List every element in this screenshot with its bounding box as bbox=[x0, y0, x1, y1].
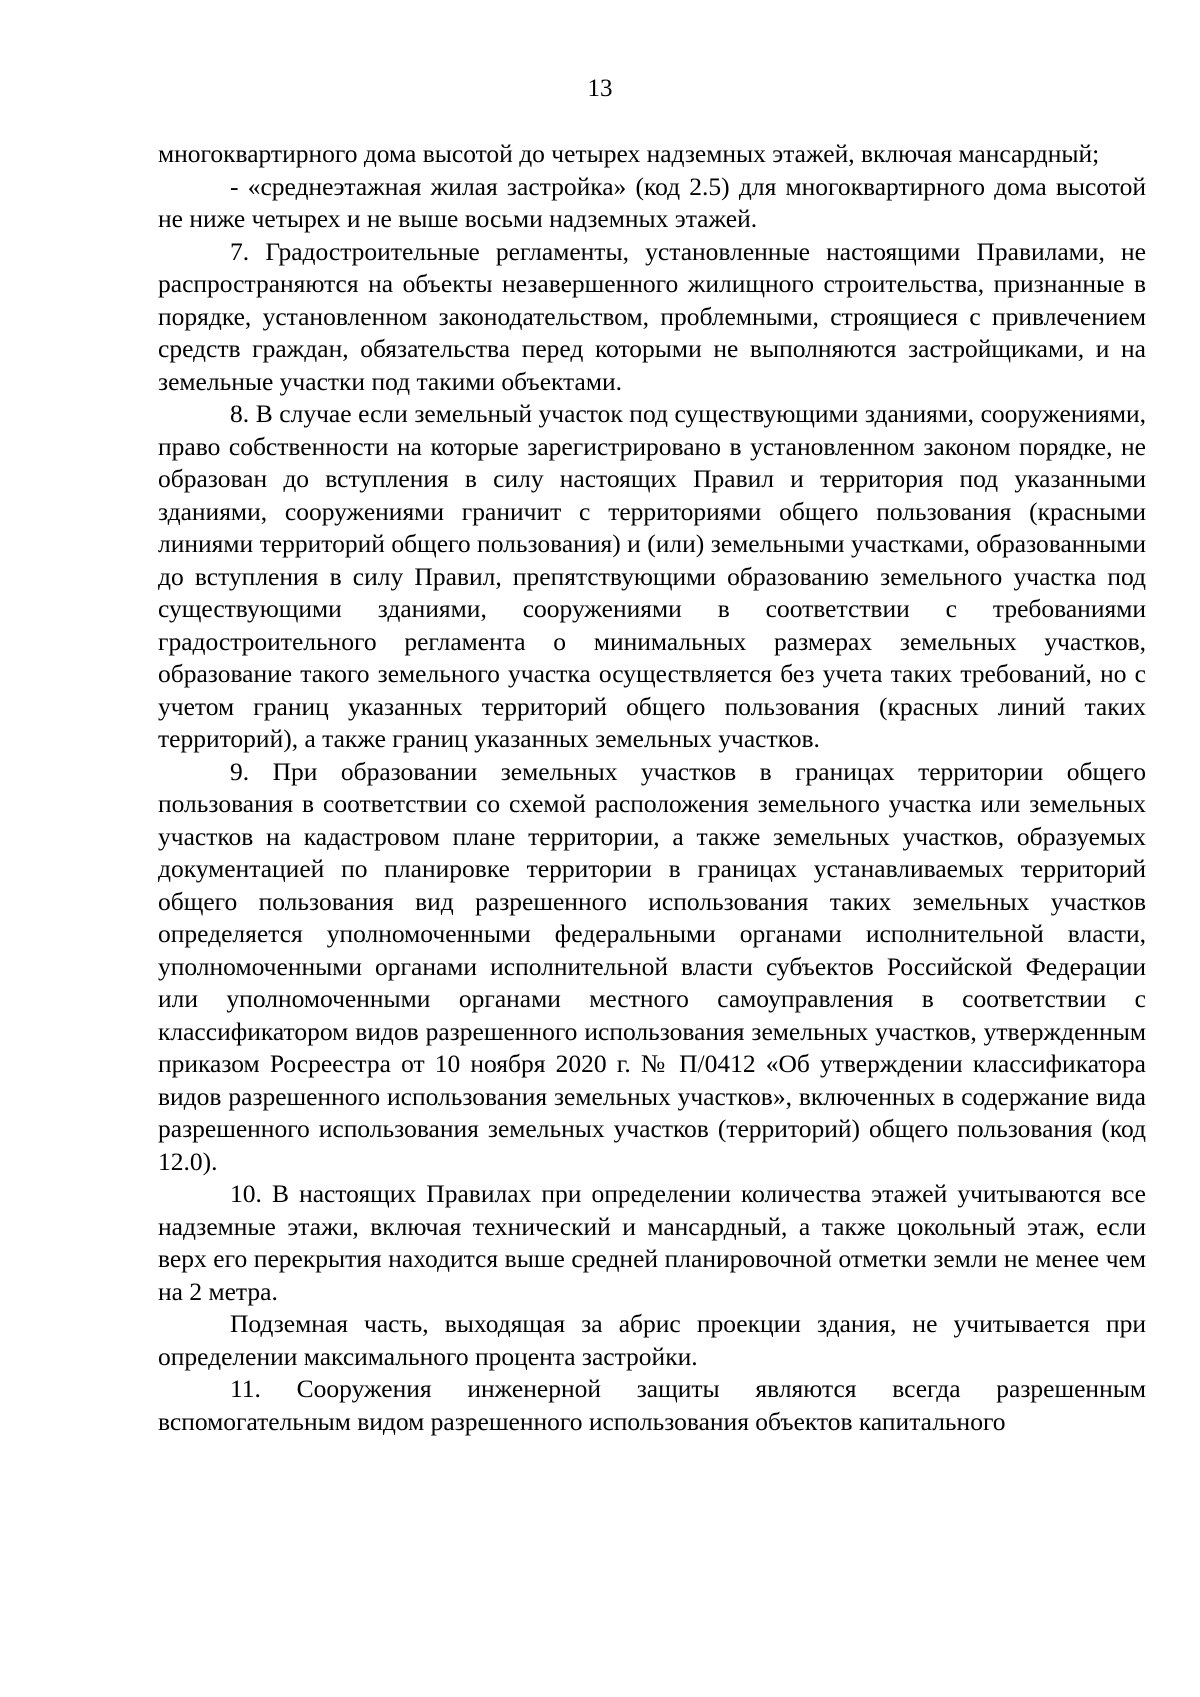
paragraph-item-9: 9. При образовании земельных участков в границах территории общего пользования в соответствии со схемой расположения земельного участка или земельных участков на кадастровом плане территории, а также земельных участков, образуемых документацией по планировке территории в границах устанавливаемых территорий общего пользования вид разрешенного использования таких земельных участков определяется уполномоченными федеральными органами исполнительной власти, уполномоченными органами исполнительной власти субъектов Российской Федерации или уполномоченными органами местного самоуправления в соответствии с классификатором видов разрешенного использования земельных участков, утвержденным приказом Росреестра от 10 ноября 2020 г. № П/0412 «Об утверждении классификатора видов разрешенного использования земельных участков», включенных в содержание вида разрешенного использования земельных участков (территорий) общего пользования (код 12.0). bbox=[158, 756, 1146, 1176]
paragraph-item-10: 10. В настоящих Правилах при определении количества этажей учитываются все надземные этажи, включая технический и мансардный, а также цокольный этаж, если верх его перекрытия находится выше средней планировочной отметки земли не менее чем на 2 метра. bbox=[158, 1179, 1146, 1306]
paragraph-item-8: 8. В случае если земельный участок под существующими зданиями, сооружениями, право собственности на которые зарегистрировано в установленном законом порядке, не образован до вступления в силу настоящих Правил и территория под указанными зданиями, сооружениями граничит с территориями общего пользования (красными линиями территорий общего пользования) и (или) земельными участками, образованными до вступления в силу Правил, препятствующими образованию земельного участка под существующими зданиями, сооружениями в соответствии с требованиями градостроительного регламента о минимальных размерах земельных участков, образование такого земельного участка осуществляется без учета таких требований, но с учетом границ указанных территорий общего пользования (красных линий таких территорий), а также границ указанных земельных участков. bbox=[158, 399, 1146, 753]
body-text bbox=[158, 138, 1146, 1438]
paragraph-list-item-code-2-5: - «среднеэтажная жилая застройка» (код 2.5) для многоквартирного дома высотой не ниже четырех и не выше восьми надземных этажей. bbox=[158, 171, 1146, 233]
paragraph-item-7: 7. Градостроительные регламенты, установленные настоящими Правилами, не распространяются на объекты незавершенного жилищного строительства, признанные в порядке, установленном законодательством, проблемными, строящиеся с привлечением средств граждан, обязательства перед которыми не выполняются застройщиками, и на земельные участки под такими объектами. bbox=[158, 236, 1146, 396]
paragraph-underground-part: Подземная часть, выходящая за абрис проекции здания, не учитывается при определении максимального процента застройки. bbox=[158, 1309, 1146, 1371]
paragraph-item-11: 11. Сооружения инженерной защиты являются всегда разрешенным вспомогательным видом разрешенного использования объектов капитального bbox=[158, 1374, 1146, 1436]
page-number: 13 bbox=[587, 75, 613, 102]
paragraph-continuation: многоквартирного дома высотой до четырех надземных этажей, включая мансардный; bbox=[158, 139, 1100, 168]
